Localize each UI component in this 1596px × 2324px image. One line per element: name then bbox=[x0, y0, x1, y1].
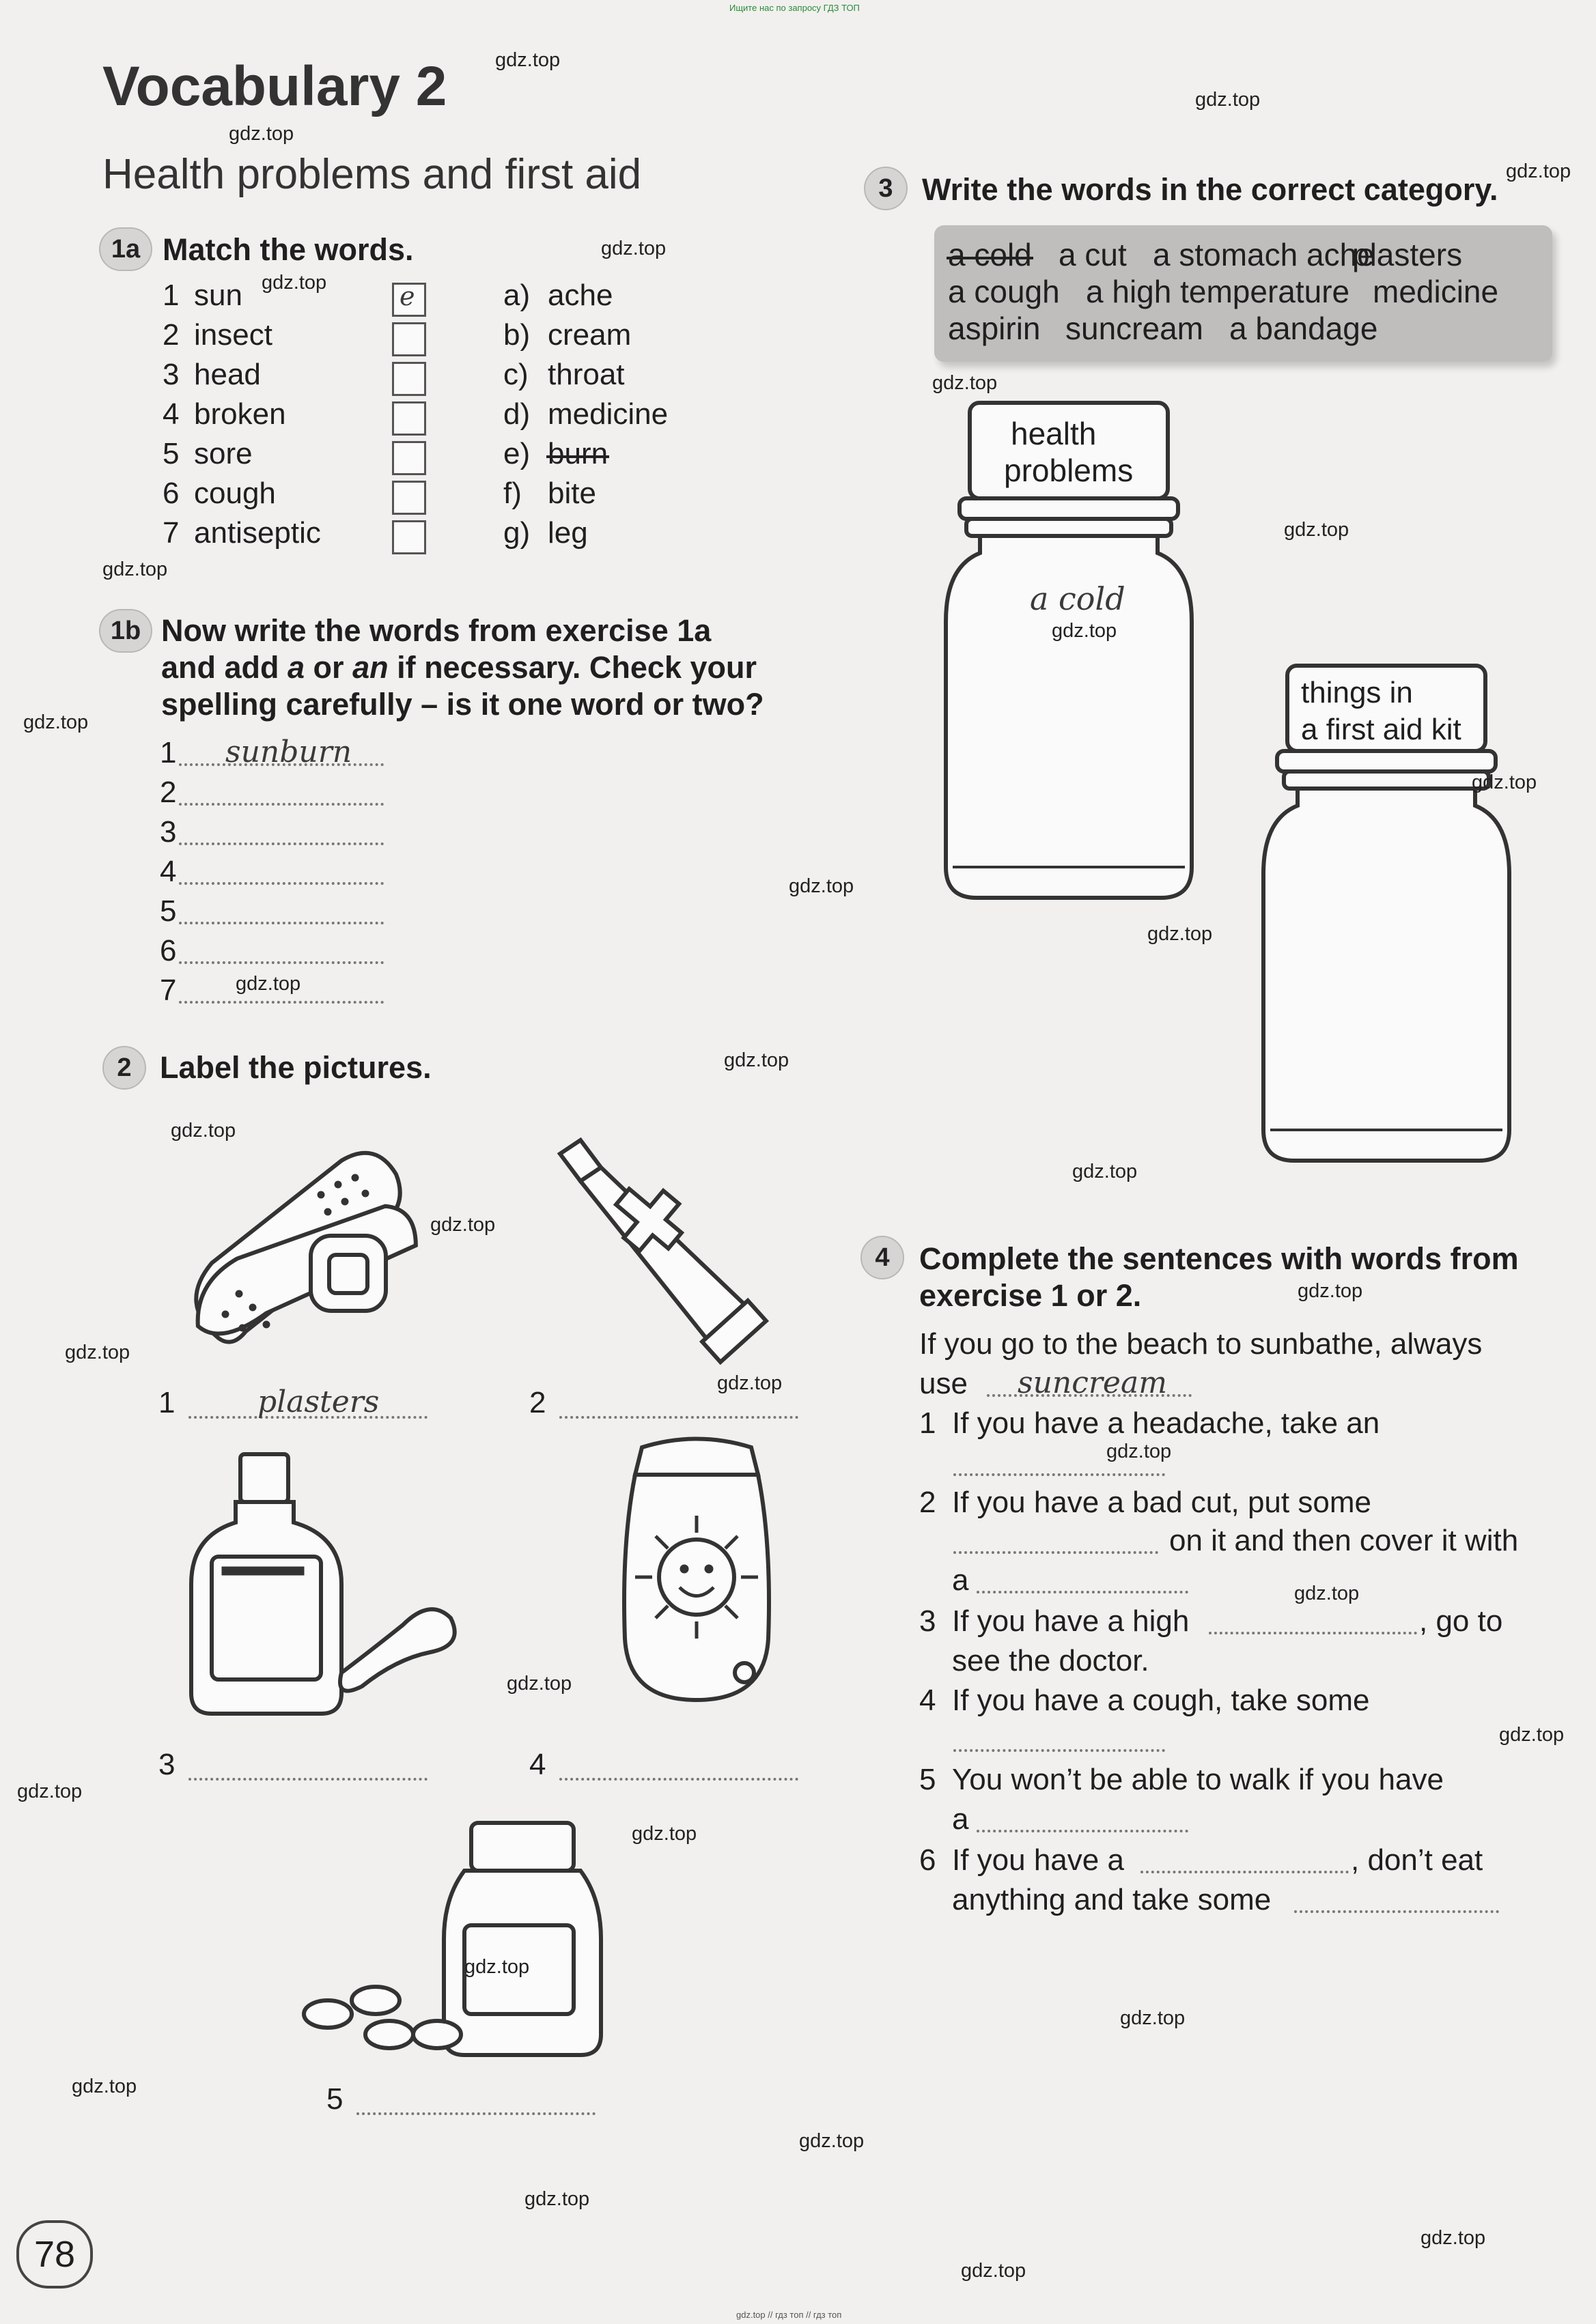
watermark-text: gdz.top bbox=[717, 1372, 783, 1394]
match-right-word-text: cream bbox=[548, 318, 632, 352]
watermark-text: gdz.top bbox=[17, 1781, 83, 1802]
watermark-text: gdz.top bbox=[495, 49, 561, 71]
word-bank-item bbox=[1065, 310, 1203, 347]
example-answer: suncream bbox=[1018, 1365, 1167, 1400]
match-right-word-text: throat bbox=[548, 358, 625, 391]
match-left-word: head bbox=[194, 358, 261, 391]
match-right-letter: a) bbox=[503, 279, 531, 312]
sentence-number: 4 bbox=[919, 1684, 936, 1717]
sentence-4-line1: If you have a cough, take some bbox=[952, 1684, 1370, 1717]
exercise-3-instruction: Write the words in the correct category. bbox=[922, 172, 1498, 207]
answer-line[interactable] bbox=[179, 1001, 384, 1004]
watermark-text: gdz.top bbox=[171, 1120, 236, 1142]
word-bank-item-text: a bandage bbox=[1229, 311, 1378, 346]
item-number: 1 bbox=[163, 279, 180, 312]
watermark-text: gdz.top bbox=[464, 1956, 530, 1978]
watermark-text: gdz.top bbox=[1499, 1724, 1565, 1746]
exercise-number: 1a bbox=[99, 227, 152, 271]
watermark-text: gdz.top bbox=[1120, 2007, 1186, 2029]
answer-box[interactable] bbox=[392, 401, 426, 436]
word-bank-item-text: a high temperature bbox=[1086, 274, 1350, 309]
word-bank-item-text: medicine bbox=[1373, 274, 1499, 309]
item-number: 2 bbox=[529, 1386, 546, 1419]
match-right-word bbox=[548, 437, 608, 471]
answer-line[interactable] bbox=[953, 1749, 1165, 1752]
instr-text: if necessary. Check your bbox=[388, 650, 757, 685]
answer-line[interactable] bbox=[179, 961, 384, 964]
instr-text: or bbox=[305, 650, 353, 685]
sentence-2-line2: on it and then cover it with bbox=[1169, 1524, 1519, 1557]
watermark-text: gdz.top bbox=[65, 1342, 130, 1363]
watermark-text: gdz.top bbox=[1052, 620, 1117, 642]
answer-line[interactable] bbox=[179, 882, 384, 885]
sentence-3-line2: see the doctor. bbox=[952, 1644, 1149, 1677]
word-bank-item-text: a cut bbox=[1059, 237, 1127, 272]
answer-box[interactable] bbox=[392, 481, 426, 515]
watermark-text: gdz.top bbox=[601, 238, 667, 259]
sentence-6-start: If you have a bbox=[952, 1843, 1124, 1877]
instr-text: and add bbox=[161, 650, 288, 685]
sentence-number: 1 bbox=[919, 1406, 936, 1440]
answer-box[interactable] bbox=[392, 520, 426, 554]
match-right-letter: f) bbox=[503, 477, 522, 510]
match-right-word-text: medicine bbox=[548, 397, 669, 431]
word-bank-item bbox=[1352, 236, 1462, 273]
instr-italic: an bbox=[352, 650, 389, 685]
watermark-text: gdz.top bbox=[1106, 1441, 1172, 1462]
match-left-word: broken bbox=[194, 397, 286, 431]
watermark-text: gdz.top bbox=[1072, 1161, 1138, 1182]
answer-box[interactable] bbox=[392, 322, 426, 356]
word-bank-item-text: aspirin bbox=[948, 311, 1041, 346]
match-right-letter: d) bbox=[503, 397, 531, 431]
page-subtitle: Health problems and first aid bbox=[102, 151, 642, 198]
jar2-label-line2: a first aid kit bbox=[1301, 713, 1461, 746]
item-number: 3 bbox=[163, 358, 180, 391]
word-bank-item bbox=[1373, 273, 1498, 310]
word-bank-item bbox=[1059, 236, 1127, 273]
answer-line[interactable] bbox=[1294, 1910, 1499, 1913]
word-bank-item-text: suncream bbox=[1065, 311, 1203, 346]
exercise-number: 2 bbox=[102, 1046, 146, 1090]
exercise-4-instruction-line2: exercise 1 or 2. bbox=[919, 1278, 1142, 1313]
watermark-text: gdz.top bbox=[430, 1214, 496, 1236]
exercise-1b-instruction-line2 bbox=[161, 650, 757, 685]
sentence-6-line2: anything and take some bbox=[952, 1883, 1272, 1916]
exercise-1b-instruction-line1: Now write the words from exercise 1a bbox=[161, 613, 712, 648]
word-bank-item bbox=[948, 273, 1060, 310]
item-number: 2 bbox=[160, 776, 177, 809]
sentence-number: 6 bbox=[919, 1843, 936, 1877]
word-bank-item-text: a cough bbox=[948, 274, 1060, 309]
exercise-1a-instruction: Match the words. bbox=[163, 232, 414, 267]
item-number: 7 bbox=[160, 974, 177, 1007]
item-number: 3 bbox=[160, 815, 177, 849]
watermark-text: gdz.top bbox=[229, 123, 294, 145]
word-bank-item bbox=[1153, 236, 1375, 273]
exercise-2-instruction: Label the pictures. bbox=[160, 1050, 432, 1085]
answer-line[interactable] bbox=[1140, 1871, 1349, 1873]
answer-line[interactable] bbox=[188, 1778, 428, 1781]
answer-line[interactable] bbox=[179, 842, 384, 845]
answer-line[interactable] bbox=[977, 1830, 1188, 1832]
jar2-label-line1: things in bbox=[1301, 676, 1413, 709]
answer-line[interactable] bbox=[179, 803, 384, 806]
watermark-text: gdz.top bbox=[724, 1049, 789, 1071]
bottom-note: gdz.top // гдз топ // гдз топ bbox=[736, 2310, 842, 2320]
item-number: 4 bbox=[529, 1748, 546, 1781]
page-number: 78 bbox=[16, 2220, 93, 2288]
suncream-bottle-picture bbox=[608, 1434, 785, 1707]
cream-tube-picture bbox=[540, 1126, 785, 1372]
item-number: 5 bbox=[326, 2082, 344, 2116]
page-title: Vocabulary 2 bbox=[102, 55, 447, 117]
jar1-answer: a cold bbox=[1030, 580, 1125, 617]
sentence-6-end: , don’t eat bbox=[1351, 1843, 1483, 1877]
plasters-picture bbox=[171, 1147, 444, 1372]
example-use: use bbox=[919, 1367, 968, 1400]
item-number: 5 bbox=[163, 437, 180, 470]
item-number: 4 bbox=[163, 397, 180, 431]
sentence-number: 5 bbox=[919, 1763, 936, 1796]
item-number: 2 bbox=[163, 318, 180, 352]
match-right-letter: b) bbox=[503, 318, 531, 352]
sentence-2-line1: If you have a bad cut, put some bbox=[952, 1486, 1371, 1519]
word-bank-item-text: a stomach ache bbox=[1153, 237, 1375, 272]
answer-line[interactable] bbox=[179, 922, 384, 924]
match-left-word: sore bbox=[194, 437, 253, 470]
watermark-text: gdz.top bbox=[507, 1673, 572, 1695]
top-note: Ищите нас по запросу ГДЗ ТОП bbox=[729, 3, 860, 13]
watermark-text: gdz.top bbox=[961, 2260, 1026, 2282]
jar1-label-line1: health bbox=[1011, 416, 1097, 451]
watermark-text: gdz.top bbox=[1506, 160, 1571, 182]
item-number: 3 bbox=[158, 1748, 176, 1781]
watermark-text: gdz.top bbox=[1284, 519, 1349, 541]
word-bank-item bbox=[1086, 273, 1349, 310]
match-left-word: cough bbox=[194, 477, 276, 510]
sentence-number: 3 bbox=[919, 1604, 936, 1638]
watermark-text: gdz.top bbox=[1298, 1280, 1363, 1302]
pills-bottle-picture bbox=[300, 1816, 615, 2062]
sentence-3-line1: If you have a high bbox=[952, 1604, 1190, 1638]
match-right-word bbox=[548, 397, 668, 431]
watermark-text: gdz.top bbox=[262, 272, 327, 294]
sentence-5-line1: You won’t be able to walk if you have bbox=[952, 1763, 1444, 1796]
exercise-number: 3 bbox=[864, 167, 908, 210]
item-number: 7 bbox=[163, 516, 180, 550]
match-right-word bbox=[548, 279, 613, 313]
watermark-text: gdz.top bbox=[789, 875, 854, 897]
sentence-2-article: a bbox=[952, 1563, 969, 1597]
word-bank-item bbox=[948, 236, 1032, 273]
answer-box[interactable] bbox=[392, 362, 426, 396]
match-right-word bbox=[548, 318, 631, 352]
watermark-text: gdz.top bbox=[524, 2188, 590, 2210]
item-number: 4 bbox=[160, 855, 177, 888]
watermark-text: gdz.top bbox=[72, 2075, 137, 2097]
exercise-4-instruction-line1: Complete the sentences with words from bbox=[919, 1241, 1519, 1276]
watermark-text: gdz.top bbox=[632, 1823, 697, 1845]
medicine-bottle-picture bbox=[184, 1447, 471, 1720]
match-right-word bbox=[548, 516, 588, 550]
item-number: 6 bbox=[160, 934, 177, 967]
match-left-word: antiseptic bbox=[194, 516, 321, 550]
example-line1: If you go to the beach to sunbathe, always bbox=[919, 1327, 1483, 1361]
word-bank-item-text: plasters bbox=[1352, 237, 1463, 272]
watermark-text: gdz.top bbox=[799, 2130, 865, 2152]
watermark-text: gdz.top bbox=[1420, 2227, 1486, 2249]
answer-box-letter: e bbox=[400, 281, 415, 311]
watermark-text: gdz.top bbox=[1195, 89, 1261, 111]
match-right-word bbox=[548, 477, 596, 511]
answer-line[interactable] bbox=[559, 1778, 798, 1781]
answer-line[interactable] bbox=[977, 1591, 1188, 1593]
watermark-text: gdz.top bbox=[236, 973, 301, 995]
item-number: 6 bbox=[163, 477, 180, 510]
watermark-text: gdz.top bbox=[23, 711, 89, 733]
sentence-3-line1b: , go to bbox=[1419, 1604, 1503, 1638]
exercise-number: 4 bbox=[860, 1236, 904, 1279]
match-left-word: sun bbox=[194, 279, 242, 312]
match-right-letter: c) bbox=[503, 358, 529, 391]
match-left-word: insect bbox=[194, 318, 272, 352]
answer-line[interactable] bbox=[356, 2112, 596, 2115]
answer-text: plasters bbox=[257, 1385, 380, 1419]
sentence-5-article: a bbox=[952, 1802, 969, 1836]
word-bank-item bbox=[948, 310, 1041, 347]
match-right-letter: e) bbox=[503, 437, 531, 470]
match-right-word-text: burn bbox=[548, 437, 608, 470]
item-number: 1 bbox=[158, 1386, 176, 1419]
sentence-1-line1: If you have a headache, take an bbox=[952, 1406, 1380, 1440]
item-number: 1 bbox=[160, 736, 177, 769]
exercise-number: 1b bbox=[99, 609, 152, 653]
instr-italic: a bbox=[288, 650, 305, 685]
answer-line[interactable] bbox=[559, 1416, 798, 1419]
match-right-letter: g) bbox=[503, 516, 531, 550]
watermark-text: gdz.top bbox=[1472, 771, 1537, 793]
match-right-word bbox=[548, 358, 625, 392]
watermark-text: gdz.top bbox=[102, 558, 168, 580]
match-right-word-text: ache bbox=[548, 279, 613, 312]
watermark-text: gdz.top bbox=[1294, 1583, 1360, 1604]
watermark-text: gdz.top bbox=[1147, 923, 1213, 945]
answer-text: sunburn bbox=[225, 735, 352, 769]
jar1-label-line2: problems bbox=[1004, 453, 1134, 488]
exercise-1b-instruction-line3: spelling carefully – is it one word or two? bbox=[161, 687, 764, 722]
match-right-word-text: leg bbox=[548, 516, 588, 550]
watermark-text: gdz.top bbox=[932, 372, 998, 394]
sentence-number: 2 bbox=[919, 1486, 936, 1519]
word-bank-item bbox=[1229, 310, 1377, 347]
answer-line[interactable] bbox=[953, 1473, 1165, 1476]
match-right-word-text: bite bbox=[548, 477, 596, 510]
answer-line[interactable] bbox=[953, 1551, 1158, 1554]
answer-box[interactable] bbox=[392, 441, 426, 475]
answer-line[interactable] bbox=[1209, 1632, 1417, 1634]
item-number: 5 bbox=[160, 894, 177, 928]
word-bank-item-text: a cold bbox=[948, 237, 1032, 272]
